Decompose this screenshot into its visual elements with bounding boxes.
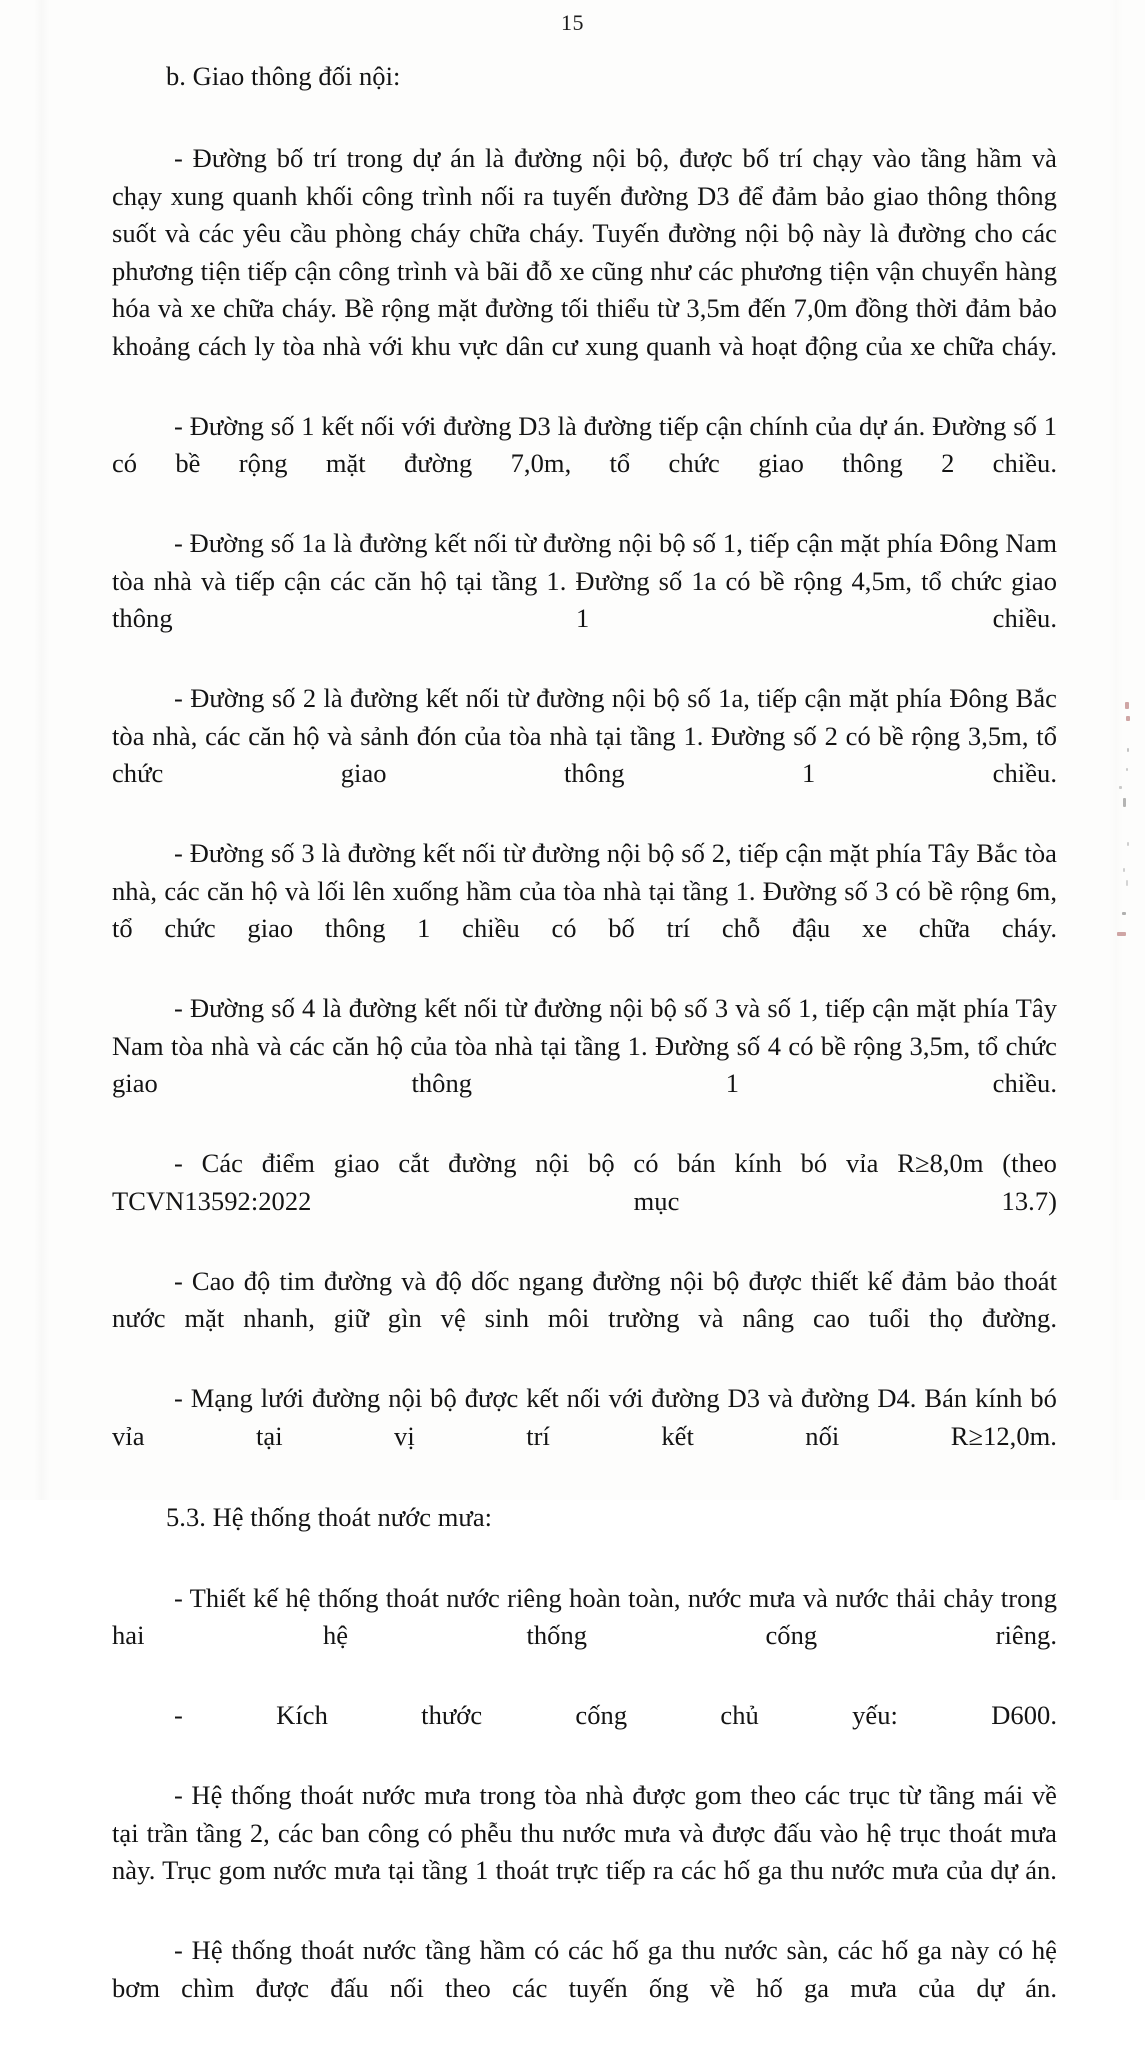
paragraph-thiet-ke-he-thong: - Thiết kế hệ thống thoát nước riêng hoàn toàn, nước mưa và nước thải chảy trong hai hệ thống cống riêng. (112, 1582, 1057, 1650)
heading-giao-thong-doi-noi: b. Giao thông đối nội: (166, 61, 401, 91)
scan-artifact-right-band (1109, 0, 1123, 1500)
section-heading-5-3: 5.3. Hệ thống thoát nước mưa: (166, 1501, 493, 1532)
paragraph-duong-so-3: - Đường số 3 là đường kết nối từ đường nội bộ số 2, tiếp cận mặt phía Tây Bắc tòa nhà, các căn hộ và lối lên xuống hầm của tòa nhà tại tầng 1. Đường số 3 có bề rộng 6m, tổ chức giao thông 1 chiều có bố trí chỗ đậu xe chữa cháy. (112, 838, 1057, 943)
paragraph-duong-so-2: - Đường số 2 là đường kết nối từ đường nội bộ số 1a, tiếp cận mặt phía Đông Bắc tòa nhà, các căn hộ và sảnh đón của tòa nhà tại tầng 1. Đường số 2 có bề rộng 3,5m, tổ chức giao thông 1 chiều. (112, 683, 1057, 788)
paragraph-duong-so-4: - Đường số 4 là đường kết nối từ đường nội bộ số 3 và số 1, tiếp cận mặt phía Tây Nam tòa nhà và các căn hộ của tòa nhà tại tầng 1. Đường số 4 có bề rộng 3,5m, tổ chức giao thông 1 chiều. (112, 993, 1057, 1098)
paragraph-duong-so-1: - Đường số 1 kết nối với đường D3 là đường tiếp cận chính của dự án. Đường số 1 có bề rộng mặt đường 7,0m, tổ chức giao thông 2 chiều. (112, 410, 1057, 478)
paragraph-duong-bo-tri: - Đường bố trí trong dự án là đường nội bộ, được bố trí chạy vào tầng hầm và chạy xung quanh khối công trình nối ra tuyến đường D3 để đảm bảo giao thông thông suốt và các yêu cầu phòng cháy chữa cháy. Tuyến đường nội bộ này là đường cho các phương tiện tiếp cận công trình và bãi đỗ xe cũng như các phương tiện vận chuyển hàng hóa và xe chữa cháy. Bề rộng mặt đường tối thiểu từ 3,5m đến 7,0m đồng thời đảm bảo khoảng cách ly tòa nhà với khu vực dân cư xung quanh và hoạt động của xe chữa cháy. (112, 143, 1057, 361)
paragraph-thoat-nuoc-tang-ham: - Hệ thống thoát nước tầng hầm có các hố ga thu nước sàn, các hố ga này có hệ bơm chìm được đấu nối theo các tuyến ống về hố ga mưa của dự án. (112, 1935, 1057, 2003)
scan-speckle-artifacts (1095, 690, 1145, 940)
scan-artifact-left-band (34, 0, 50, 1500)
paragraph-kich-thuoc-cong: - Kích thước cống chủ yếu: D600. (174, 1700, 1057, 1730)
paragraph-mang-luoi-duong: - Mạng lưới đường nội bộ được kết nối với đường D3 và đường D4. Bán kính bó vỉa tại vị trí kết nối R≥12,0m. (112, 1383, 1057, 1451)
paragraph-thoat-nuoc-mua-toa-nha: - Hệ thống thoát nước mưa trong tòa nhà được gom theo các trục từ tầng mái về tại trần tầng 2, các ban công có phễu thu nước mưa và được đấu vào hệ trục thoát mưa này. Trục gom nước mưa tại tầng 1 thoát trực tiếp ra các hố ga thu nước mưa của dự án. (112, 1780, 1057, 1885)
paragraph-cao-do-tim-duong: - Cao độ tim đường và độ dốc ngang đường nội bộ được thiết kế đảm bảo thoát nước mặt nhanh, giữ gìn vệ sinh môi trường và nâng cao tuổi thọ đường. (112, 1265, 1057, 1333)
paragraph-diem-giao-cat: - Các điểm giao cắt đường nội bộ có bán kính bó vỉa R≥8,0m (theo TCVN13592:2022 mục 13.7) (112, 1148, 1057, 1216)
paragraph-duong-so-1a: - Đường số 1a là đường kết nối từ đường nội bộ số 1, tiếp cận mặt phía Đông Nam tòa nhà và tiếp cận các căn hộ tại tầng 1. Đường số 1a có bề rộng 4,5m, tổ chức giao thông 1 chiều. (112, 528, 1057, 633)
document-body (112, 58, 1057, 2047)
page-number: 15 (561, 10, 584, 35)
